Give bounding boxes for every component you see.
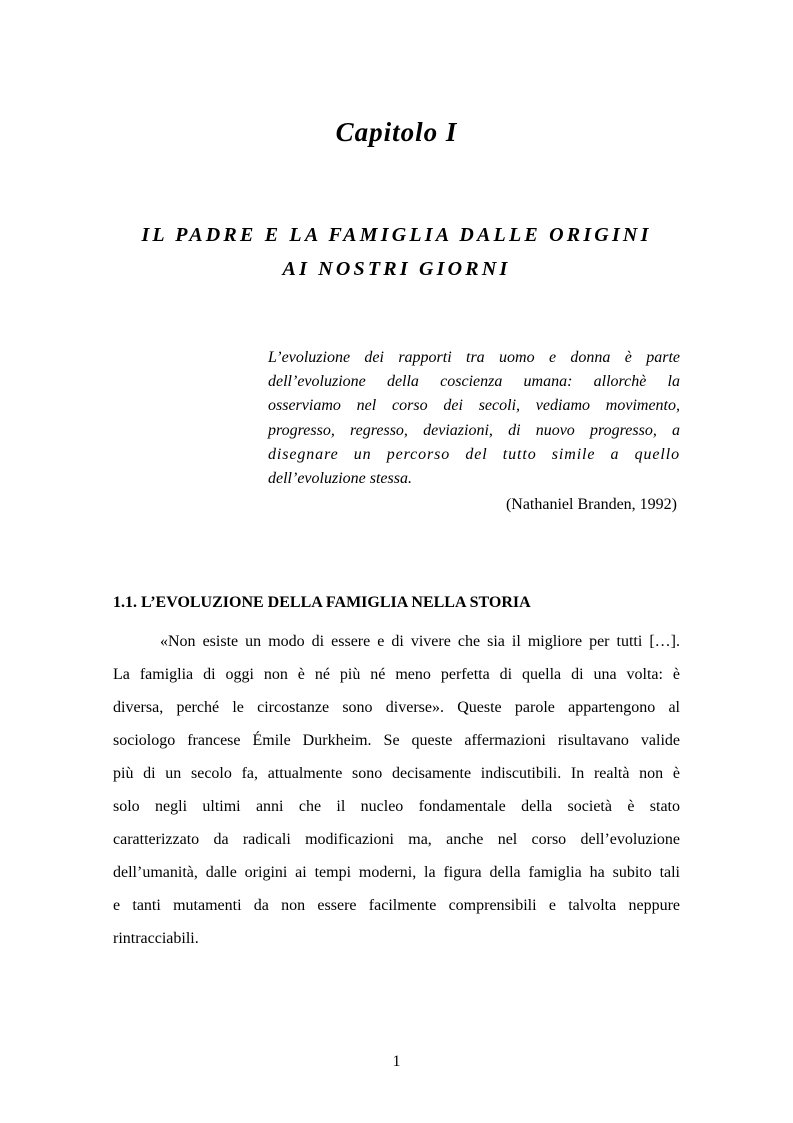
paragraph-line: caratterizzato da radicali modificazioni ma, anche nel corso dell’evoluzione xyxy=(113,831,680,848)
section-heading: 1.1. L’EVOLUZIONE DELLA FAMIGLIA NELLA STORIA xyxy=(113,594,531,611)
epigraph-quote xyxy=(268,346,680,491)
paragraph-line: sociologo francese Émile Durkheim. Se queste affermazioni risultavano valide xyxy=(113,732,680,749)
paragraph-line: solo negli ultimi anni che il nucleo fondamentale della società è stato xyxy=(113,798,680,815)
page-number: 1 xyxy=(392,1053,401,1070)
epigraph-line: dell’evoluzione della coscienza umana: allorchè la xyxy=(268,373,680,391)
paragraph-line: dell’umanità, dalle origini ai tempi moderni, la figura della famiglia ha subito tali xyxy=(113,864,680,881)
epigraph-line: disegnare un percorso del tutto simile a quello xyxy=(268,445,680,463)
paragraph-line: più di un secolo fa, attualmente sono decisamente indiscutibili. In realtà non è xyxy=(113,765,680,782)
paragraph-line: La famiglia di oggi non è né più né meno perfetta di quella di una volta: è xyxy=(113,666,680,683)
paragraph-line: diversa, perché le circostanze sono diverse». Queste parole appartengono al xyxy=(113,699,680,716)
chapter-title: Capitolo I xyxy=(335,117,458,147)
paragraph-line: rintracciabili. xyxy=(113,930,199,947)
paragraph-line: e tanti mutamenti da non essere facilmente comprensibili e talvolta neppure xyxy=(113,897,680,914)
chapter-subtitle-line: IL PADRE E LA FAMIGLIA DALLE ORIGINI xyxy=(141,224,652,246)
epigraph-attribution: (Nathaniel Branden, 1992) xyxy=(505,496,677,513)
epigraph-line: L’evoluzione dei rapporti tra uomo e donna è parte xyxy=(268,349,680,366)
section-paragraph xyxy=(113,625,680,955)
epigraph-line: dell’evoluzione stessa. xyxy=(268,470,412,488)
chapter-subtitle xyxy=(100,218,693,286)
chapter-subtitle-line: AI NOSTRI GIORNI xyxy=(282,258,511,280)
epigraph-line: progresso, regresso, deviazioni, di nuovo progresso, a xyxy=(268,421,680,439)
epigraph-line: osserviamo nel corso dei secoli, vediamo movimento, xyxy=(268,397,680,415)
paragraph-line: «Non esiste un modo di essere e di vivere che sia il migliore per tutti […]. xyxy=(160,633,680,650)
